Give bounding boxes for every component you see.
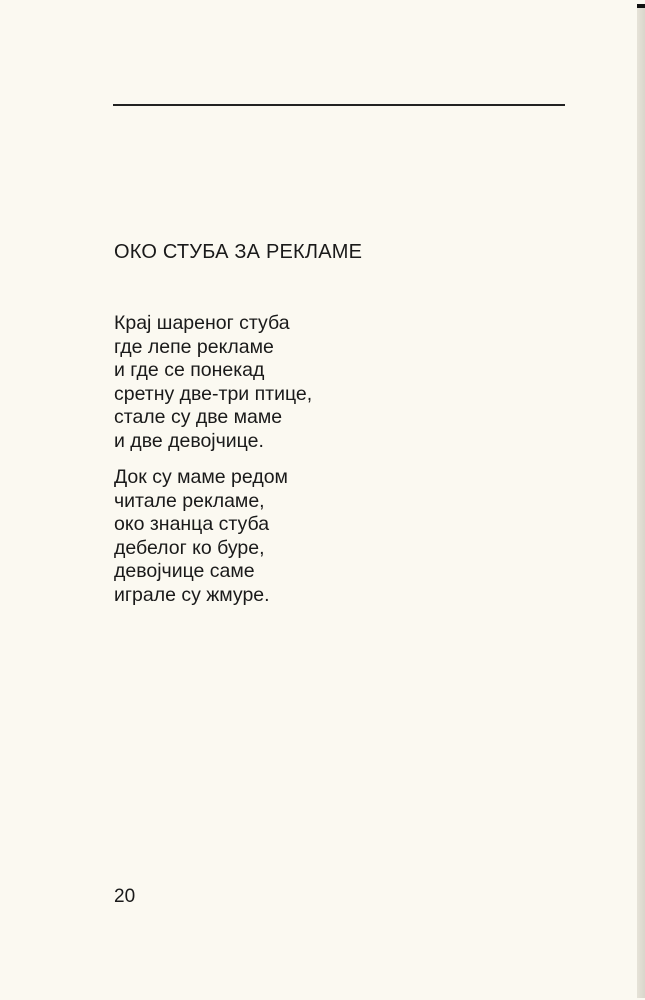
poem-line: и две девојчице. [114, 429, 264, 452]
page-edge [637, 8, 645, 998]
poem-line: Крај шареног стуба [114, 312, 290, 334]
poem-stanza-2 [114, 466, 288, 607]
poem-line: где лепе рекламе [114, 335, 274, 358]
poem-line: девојчице саме [114, 560, 255, 582]
poem-line: дебелог ко буре, [114, 536, 265, 559]
poem-line: и где се понекад [114, 359, 265, 381]
poem-line: играле су жмуре. [114, 583, 270, 606]
poem-line: Док су маме редом [114, 466, 288, 488]
header-rule [113, 104, 565, 106]
poem-line: сретну две-три птице, [114, 382, 313, 405]
page-number: 20 [114, 886, 136, 907]
poem-line: стале су две маме [114, 406, 283, 428]
poem-line: око знанца стуба [114, 513, 270, 535]
poem-title: ОКО СТУБА ЗА РЕКЛАМЕ [114, 241, 363, 263]
poem-line: читале рекламе, [114, 489, 265, 512]
poem-stanza-1 [114, 312, 312, 453]
